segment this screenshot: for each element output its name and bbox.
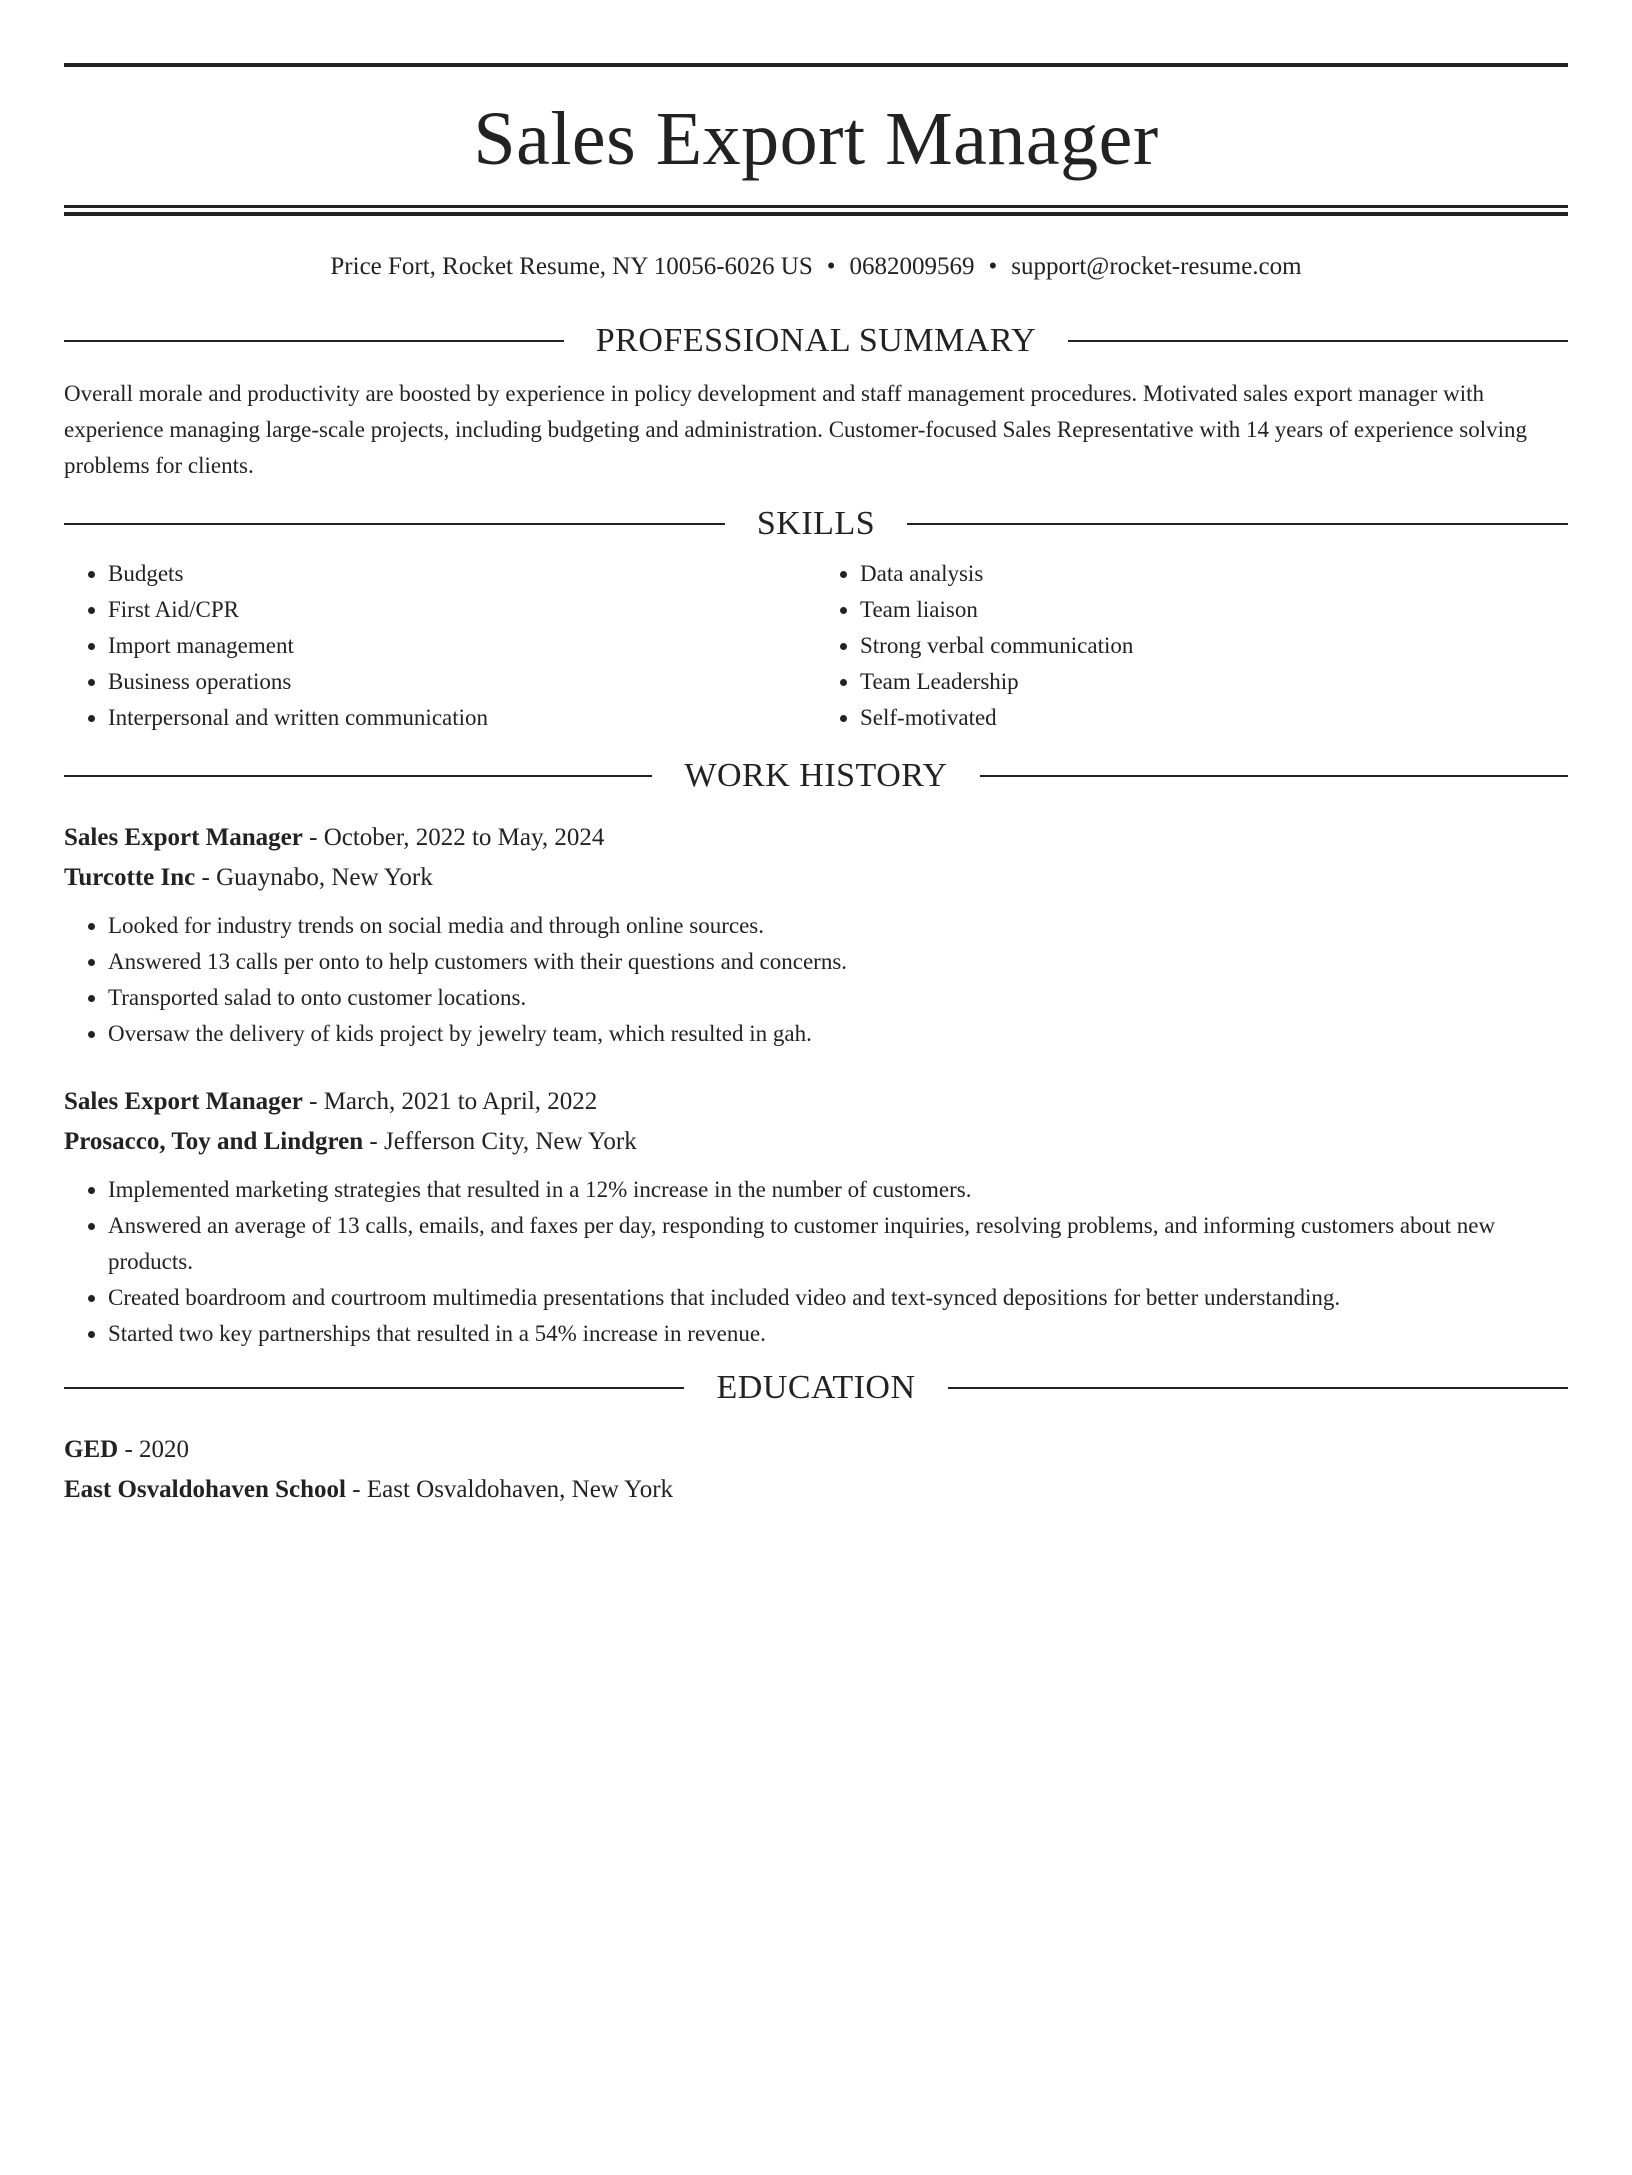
job-bullet: • Implemented marketing strategies that resulted in a 12% increase in the number of customers. [108,1172,1568,1208]
job-entry [64,818,1568,1052]
section-rule [907,523,1568,525]
section-heading-summary [64,321,1568,361]
job-bullets [64,1172,1568,1352]
education-school-line [64,1470,1568,1510]
job-dates: March, 2021 to April, 2022 [323,1088,598,1115]
contact-phone: 0682009569 [849,253,975,280]
skills-column-left [64,556,816,736]
job-location: Jefferson City, New York [383,1128,637,1155]
education-degree-line [64,1430,1568,1470]
job-company-line [64,1122,1568,1162]
job-role: Sales Export Manager [64,824,303,851]
job-bullet: • Looked for industry trends on social media and through online sources. [108,908,1568,944]
section-rule [64,1387,684,1389]
job-entry [64,1082,1568,1352]
education-location: East Osvaldohaven, New York [366,1476,674,1503]
job-location: Guaynabo, New York [216,864,433,891]
job-title-line [64,818,1568,858]
summary-text: Overall morale and productivity are boosted by experience in policy development and staff management procedures. Motivated sales export manager with experience managing large-scale projects, including budgeting and administration. Customer-focused Sales Representative with 14 years of experience solving problems for clients. [64,381,1527,478]
section-rule [64,340,564,342]
contact-separator: • [988,253,998,280]
job-bullet: • Oversaw the delivery of kids project by jewelry team, which resulted in gah. [108,1016,1568,1052]
job-company: Prosacco, Toy and Lindgren [64,1128,364,1155]
education-school: East Osvaldohaven School [64,1476,347,1503]
section-heading-skills [64,504,1568,544]
contact-address: Price Fort, Rocket Resume, NY 10056-6026 US [330,253,813,280]
job-company-line [64,858,1568,898]
skills-list [64,556,1568,736]
section-heading-education [64,1368,1568,1408]
job-dash: - [363,1128,384,1155]
skill-item: • Interpersonal and written communication [108,700,816,736]
job-bullet: • Answered an average of 13 calls, emails, and faxes per day, responding to customer inquiries, resolving problems, and informing customers about new products. [108,1208,1568,1280]
section-rule [980,775,1568,777]
section-rule [64,775,652,777]
skill-item: • Self-motivated [860,700,1568,736]
contact-email: support@rocket-resume.com [1011,253,1302,280]
skill-item: • Budgets [108,556,816,592]
section-title: SKILLS [756,505,876,542]
job-company: Turcotte Inc [64,864,196,891]
education-dash: - [346,1476,367,1503]
education-year: 2020 [139,1436,190,1463]
section-title: EDUCATION [716,1369,916,1406]
section-heading-work-history [64,756,1568,796]
section-rule [948,1387,1568,1389]
job-bullet: • Answered 13 calls per onto to help customers with their questions and concerns. [108,944,1568,980]
contact-separator: • [826,253,836,280]
education-entry [64,1430,1568,1510]
education-degree: GED [64,1436,119,1463]
section-rule [64,523,725,525]
section-rule [1068,340,1568,342]
skills-column-right [816,556,1568,736]
job-dash: - [302,1088,324,1115]
job-bullet: • Created boardroom and courtroom multimedia presentations that included video and text-synced depositions for better understanding. [108,1280,1568,1316]
job-bullets [64,908,1568,1052]
job-dash: - [195,864,217,891]
resume-page [0,63,1632,2175]
job-bullet: • Transported salad to onto customer locations. [108,980,1568,1016]
skill-item: • Data analysis [860,556,1568,592]
job-dash: - [302,824,324,851]
skill-item: • Team Leadership [860,664,1568,700]
double-rule [64,205,1568,216]
job-dates: October, 2022 to May, 2024 [323,824,605,851]
skill-item: • Business operations [108,664,816,700]
top-rule [64,63,1568,67]
job-role: Sales Export Manager [64,1088,303,1115]
skill-item: • First Aid/CPR [108,592,816,628]
section-title: PROFESSIONAL SUMMARY [595,322,1037,359]
section-title: WORK HISTORY [684,757,948,794]
contact-line [64,252,1568,282]
education-dash: - [118,1436,140,1463]
job-title-line [64,1082,1568,1122]
skill-item: • Team liaison [860,592,1568,628]
skill-item: • Strong verbal communication [860,628,1568,664]
resume-name: Sales Export Manager [473,97,1159,181]
job-bullet: • Started two key partnerships that resulted in a 54% increase in revenue. [108,1316,1568,1352]
skill-item: • Import management [108,628,816,664]
